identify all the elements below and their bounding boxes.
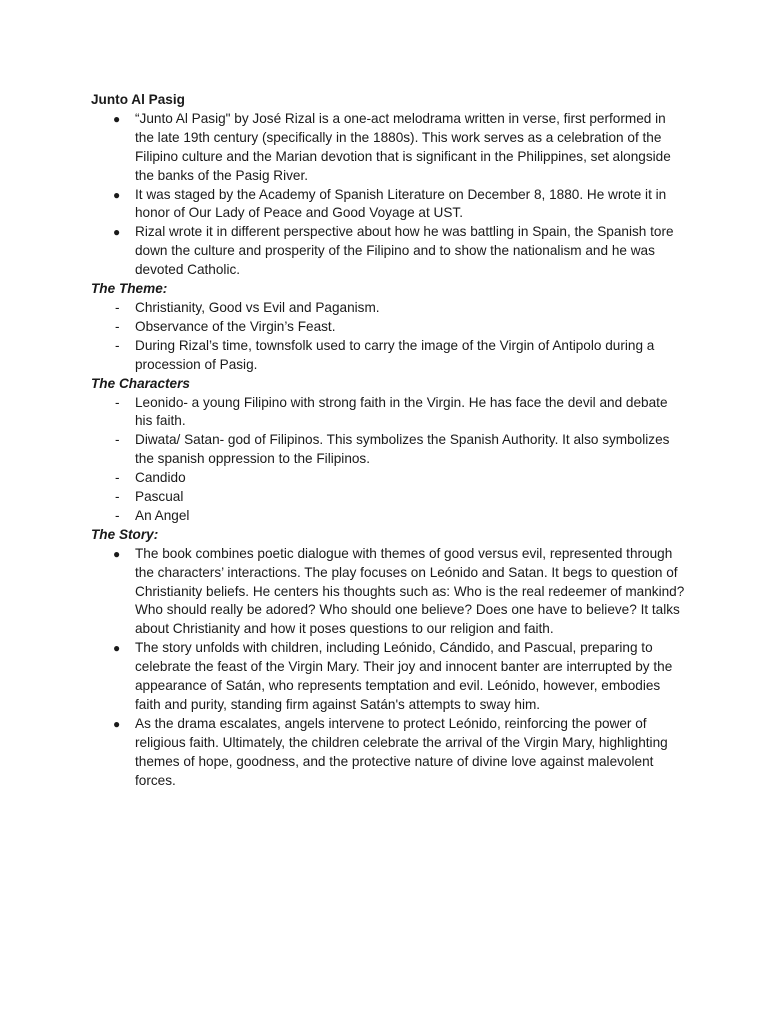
bullet-icon: ● bbox=[113, 641, 121, 656]
story-list bbox=[91, 545, 686, 791]
intro-item-text: “Junto Al Pasig" by José Rizal is a one-act melodrama written in verse, first performed in the late 19th century (specifically in the 1880s). This work serves as a celebration of the Filipino culture and the Marian devotion that is significant in the Philippines, set alongside the banks of the Pasig River. bbox=[135, 110, 671, 183]
list-item bbox=[91, 110, 686, 186]
story-heading: The Story: bbox=[91, 526, 159, 542]
list-item bbox=[91, 299, 686, 318]
dash-icon: - bbox=[115, 318, 120, 334]
bullet-icon: ● bbox=[113, 187, 121, 202]
list-item bbox=[91, 639, 686, 715]
document-body bbox=[91, 91, 686, 791]
bullet-icon: ● bbox=[113, 225, 121, 240]
list-item bbox=[91, 186, 686, 224]
characters-heading: The Characters bbox=[91, 375, 190, 391]
list-item bbox=[91, 545, 686, 640]
dash-icon: - bbox=[115, 299, 120, 315]
story-item-text: The book combines poetic dialogue with themes of good versus evil, represented through the characters’ interactions. The play focuses on Leónido and Satan. It begs to question of Christianity beliefs. He centers his thoughts such as: Who is the real redeemer of mankind? Who should really be adored? Who should one believe? Does one have to believe? It talks about Christianity and how it poses questions to our religion and faith. bbox=[135, 545, 685, 637]
character-item-text: Candido bbox=[135, 470, 186, 486]
theme-heading: The Theme: bbox=[91, 281, 168, 297]
bullet-icon: ● bbox=[113, 546, 121, 561]
character-item-text: Leonido- a young Filipino with strong faith in the Virgin. He has face the devil and debate his faith. bbox=[135, 394, 668, 429]
list-item bbox=[91, 394, 686, 432]
dash-icon: - bbox=[115, 337, 120, 353]
story-item-text: The story unfolds with children, including Leónido, Cándido, and Pascual, preparing to celebrate the feast of the Virgin Mary. Their joy and innocent banter are interrupted by the appearance of Satán, who represents temptation and evil. Leónido, however, embodies faith and purity, standing firm against Satán's attempts to sway him. bbox=[135, 640, 673, 712]
characters-list bbox=[91, 394, 686, 526]
intro-list bbox=[91, 110, 686, 280]
theme-item-text: During Rizal’s time, townsfolk used to carry the image of the Virgin of Antipolo during a procession of Pasig. bbox=[135, 337, 655, 372]
list-item bbox=[91, 715, 686, 791]
character-item-text: Pascual bbox=[135, 489, 184, 505]
bullet-icon: ● bbox=[113, 111, 121, 126]
bullet-icon: ● bbox=[113, 716, 121, 731]
list-item bbox=[91, 431, 686, 469]
document-title: Junto Al Pasig bbox=[91, 92, 185, 107]
character-item-text: An Angel bbox=[135, 507, 190, 523]
theme-item-text: Observance of the Virgin’s Feast. bbox=[135, 318, 336, 334]
list-item bbox=[91, 318, 686, 337]
list-item bbox=[91, 223, 686, 280]
theme-item-text: Christianity, Good vs Evil and Paganism. bbox=[135, 299, 380, 315]
dash-icon: - bbox=[115, 507, 120, 523]
dash-icon: - bbox=[115, 394, 120, 410]
dash-icon: - bbox=[115, 432, 120, 448]
character-item-text: Diwata/ Satan- god of Filipinos. This symbolizes the Spanish Authority. It also symbolizes the spanish oppression to the Filipinos. bbox=[135, 432, 670, 467]
story-item-text: As the drama escalates, angels intervene to protect Leónido, reinforcing the power of religious faith. Ultimately, the children celebrate the arrival of the Virgin Mary, highlighting themes of hope, goodness, and the protective nature of divine love against malevolent forces. bbox=[135, 715, 668, 788]
intro-item-text: It was staged by the Academy of Spanish Literature on December 8, 1880. He wrote it in honor of Our Lady of Peace and Good Voyage at UST. bbox=[135, 186, 667, 221]
theme-list bbox=[91, 299, 686, 375]
list-item bbox=[91, 507, 686, 526]
intro-item-text: Rizal wrote it in different perspective about how he was battling in Spain, the Spanish tore down the culture and prosperity of the Filipino and to show the nationalism and he was devoted Catholic. bbox=[135, 224, 674, 278]
dash-icon: - bbox=[115, 470, 120, 486]
list-item bbox=[91, 337, 686, 375]
dash-icon: - bbox=[115, 489, 120, 505]
list-item bbox=[91, 488, 686, 507]
list-item bbox=[91, 469, 686, 488]
